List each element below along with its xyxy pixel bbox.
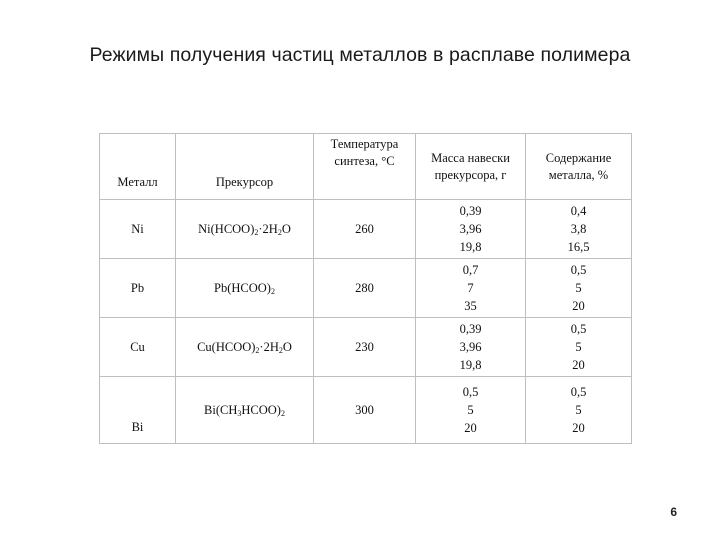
cell-metal: Pb	[100, 259, 176, 318]
table-row	[100, 259, 632, 318]
table-row	[100, 377, 632, 444]
page-number: 6	[670, 505, 677, 519]
cell-content: 0,5 5 20	[526, 377, 632, 444]
synthesis-table	[99, 133, 632, 444]
cell-temperature: 230	[314, 318, 416, 377]
cell-mass: 0,39 3,96 19,8	[416, 318, 526, 377]
table-row	[100, 318, 632, 377]
slide-title: Режимы получения частиц металлов в расплаве полимера	[89, 44, 631, 66]
cell-metal: Cu	[100, 318, 176, 377]
cell-temperature: 300	[314, 377, 416, 444]
cell-mass: 0,5 5 20	[416, 377, 526, 444]
cell-mass: 0,7 7 35	[416, 259, 526, 318]
header-mass: Масса навески прекурсора, г	[416, 134, 526, 200]
header-precursor: Прекурсор	[176, 134, 314, 200]
header-content: Содержание металла, %	[526, 134, 632, 200]
cell-precursor: $Ni(HCOO)_2\cdot 2H_2O$	[176, 200, 314, 259]
cell-mass: 0,39 3,96 19,8	[416, 200, 526, 259]
cell-precursor: $Bi(CH_3HCOO)_2$	[176, 377, 314, 444]
header-metal: Металл	[100, 134, 176, 200]
cell-precursor: $Cu(HCOO)_2\cdot 2H_2O$	[176, 318, 314, 377]
cell-temperature: 280	[314, 259, 416, 318]
cell-precursor: $Pb(HCOO)_2$	[176, 259, 314, 318]
cell-temperature: 260	[314, 200, 416, 259]
cell-content: 0,5 5 20	[526, 318, 632, 377]
cell-metal: Bi	[100, 377, 176, 444]
table-header-row	[100, 134, 632, 200]
cell-content: 0,5 5 20	[526, 259, 632, 318]
header-temperature: Температура синтеза, °С	[314, 134, 416, 200]
cell-content: 0,4 3,8 16,5	[526, 200, 632, 259]
cell-metal: Ni	[100, 200, 176, 259]
table-row	[100, 200, 632, 259]
